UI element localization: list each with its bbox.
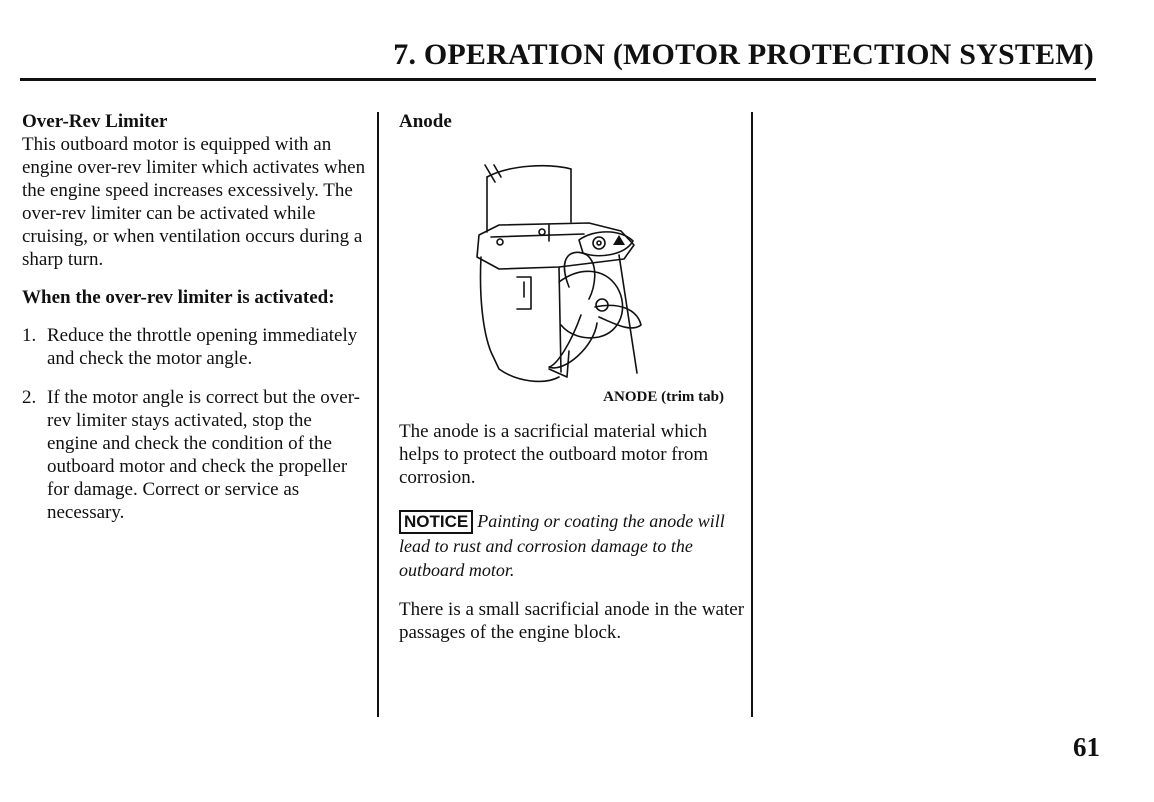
left-column <box>22 110 367 540</box>
column-divider-left <box>377 112 379 717</box>
section-heading-anode: Anode <box>399 111 452 132</box>
step-text: Reduce the throttle opening immediately and check the motor angle. <box>47 325 358 369</box>
notice-paragraph <box>399 509 744 582</box>
section-heading-over-rev: Over-Rev Limiter <box>22 111 168 132</box>
header-rule <box>20 78 1096 81</box>
step-number: 2. <box>22 387 37 408</box>
middle-column <box>399 110 744 644</box>
step-text: If the motor angle is correct but the over-rev limiter stays activated, stop the engine and check the condition of the outboard motor and check the propeller for damage. Correct or service as necessary. <box>47 387 360 523</box>
anode-illustration <box>399 137 744 412</box>
anode-callout-label: ANODE (trim tab) <box>603 389 724 405</box>
step-number: 1. <box>22 325 37 346</box>
notice-text: Painting or coating the anode will lead to rust and corrosion damage to the outboard motor. <box>399 511 725 580</box>
over-rev-intro: This outboard motor is equipped with an engine over-rev limiter which activates when the engine speed increases excessively. The over-rev limiter can be activated while cruising, or when ventilation occurs during a sharp turn. <box>22 134 366 270</box>
list-item <box>22 386 367 524</box>
page-title: 7. OPERATION (MOTOR PROTECTION SYSTEM) <box>393 38 1094 71</box>
outboard-motor-drawing <box>399 137 744 397</box>
steps-list <box>22 324 367 524</box>
column-divider-right <box>751 112 753 717</box>
page-number: 61 <box>1073 732 1100 762</box>
sub-heading-activated: When the over-rev limiter is activated: <box>22 287 335 308</box>
list-item <box>22 324 367 370</box>
engine-block-anode-text: There is a small sacrificial anode in the water passages of the engine block. <box>399 599 745 643</box>
notice-badge: NOTICE <box>399 510 473 534</box>
anode-description: The anode is a sacrificial material which helps to protect the outboard motor from corrosion. <box>399 421 709 488</box>
